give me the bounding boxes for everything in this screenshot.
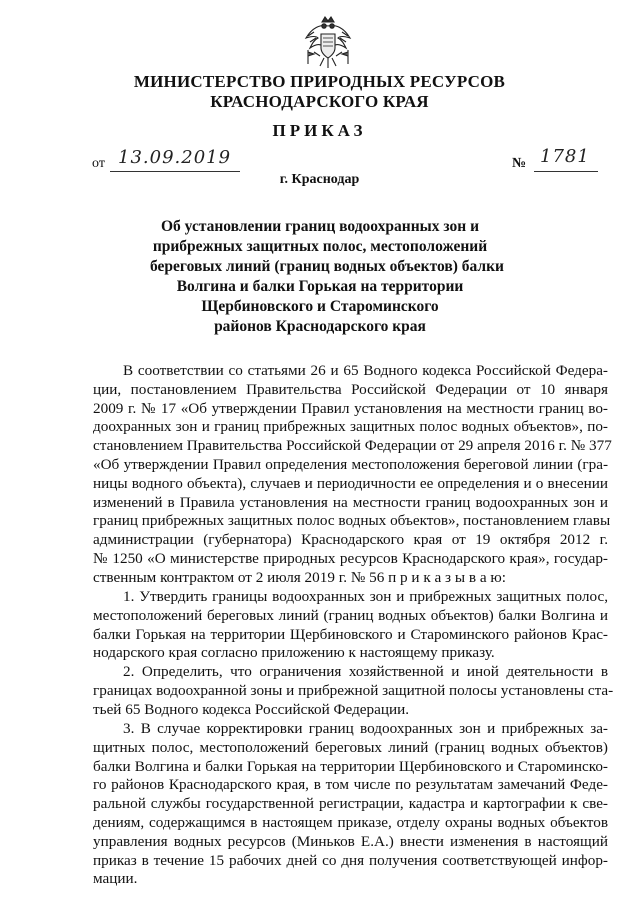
subject-line: прибрежных защитных полос, местоположений [152, 238, 488, 255]
body-line: го районов Краснодарского края, в том числе по результатам замечаний Феде- [93, 776, 608, 794]
city-label: г. Краснодар [279, 172, 360, 187]
subject-line: Об установлении границ водоохранных зон и [160, 218, 480, 235]
body-line: доохранных зон и границ прибрежных защитных полос водных объектов», по- [93, 418, 608, 436]
body-line: 2009 г. № 17 «Об утверждении Правил установления на местности границ во- [93, 399, 608, 417]
date-handwritten-value: 13.09.2019 [118, 147, 232, 168]
subject-line: Волгина и балки Горькая на территории [176, 278, 464, 295]
body-line: ницы водного объекта), случаев и периодичности ее определения и о внесении [93, 474, 608, 492]
body-line: «Об утверждении Правил определения местоположения береговой линии (гра- [93, 455, 608, 473]
document-type-title: ПРИКАЗ [272, 121, 367, 140]
body-line: ции, постановлением Правительства Российской Федерации от 10 января [93, 380, 608, 398]
body-line: ственным контрактом от 2 июля 2019 г. № 56 п р и к а з ы в а ю: [93, 568, 506, 586]
body-paragraph-item-3 [93, 720, 608, 889]
body-paragraph-item-2 [93, 663, 614, 719]
coat-of-arms-emblem [302, 14, 354, 70]
body-line: приказ в течение 15 рабочих дней со дня получения соответствующей инфор- [93, 851, 608, 869]
body-line: границ прибрежных защитных полос водных объектов», постановлением главы [93, 512, 611, 530]
body-line: границах водоохранной зоны и прибрежной защитной полосы установлены ста- [93, 681, 614, 699]
number-label: № [512, 156, 527, 171]
body-line: № 1250 «О министерстве природных ресурсов Краснодарского края», государ- [93, 549, 608, 567]
subject-line: районов Краснодарского края [214, 318, 426, 335]
ministry-name-line-1: МИНИСТЕРСТВО ПРИРОДНЫХ РЕСУРСОВ [133, 72, 506, 91]
subject-line: Щербиновского и Староминского [201, 298, 439, 315]
body-line: мации. [93, 870, 138, 888]
body-line: дениям, содержащимся в настоящем приказе, отделу охраны водных объектов [93, 813, 608, 831]
body-paragraph-item-1 [93, 588, 608, 663]
number-handwritten-value: 1781 [540, 146, 590, 167]
body-line: балки Горькая на территории Щербиновского и Староминского районов Крас- [93, 625, 608, 643]
body-line: 2. Определить, что ограничения хозяйственной и иной деятельности в [123, 663, 608, 680]
body-line: администрации (губернатора) Краснодарского края от 19 октября 2012 г. [93, 531, 608, 549]
body-line: управления водных ресурсов (Миньков Е.А.) внести изменения в настоящий [93, 832, 608, 850]
body-line: нодарского края согласно приложению к настоящему приказу. [93, 644, 495, 662]
body-line: тьей 65 Водного кодекса Российской Федерации. [93, 700, 410, 718]
body-line: балки Волгина и балки Горькая на территории Щербиновского и Староминско- [93, 757, 608, 775]
subject-line: береговых линий (границ водных объектов) балки [150, 258, 504, 275]
order-subject [150, 217, 504, 337]
body-paragraph-preamble [93, 362, 612, 588]
ministry-name-line-2: КРАСНОДАРСКОГО КРАЯ [210, 92, 429, 111]
body-line: В соответствии со статьями 26 и 65 Водного кодекса Российской Федера- [123, 362, 608, 379]
body-line: ральной службы государственной регистрации, кадастра и картографии к све- [93, 795, 608, 813]
body-line: становлением Правительства Российской Федерации от 29 апреля 2016 г. № 377 [93, 437, 612, 455]
body-line: 3. В случае корректировки границ водоохранных зон и прибрежных за- [123, 720, 608, 737]
body-line: местоположений береговых линий (границ водных объектов) балки Волгина и [93, 606, 608, 624]
body-line: 1. Утвердить границы водоохранных зон и прибрежных защитных полос, [123, 588, 608, 605]
body-line: щитных полос, местоположений береговых линий (границ водных объектов) [93, 738, 608, 756]
date-label: от [92, 156, 105, 171]
body-line: изменений в Правила установления на местности границ водоохранных зон и [93, 493, 608, 511]
